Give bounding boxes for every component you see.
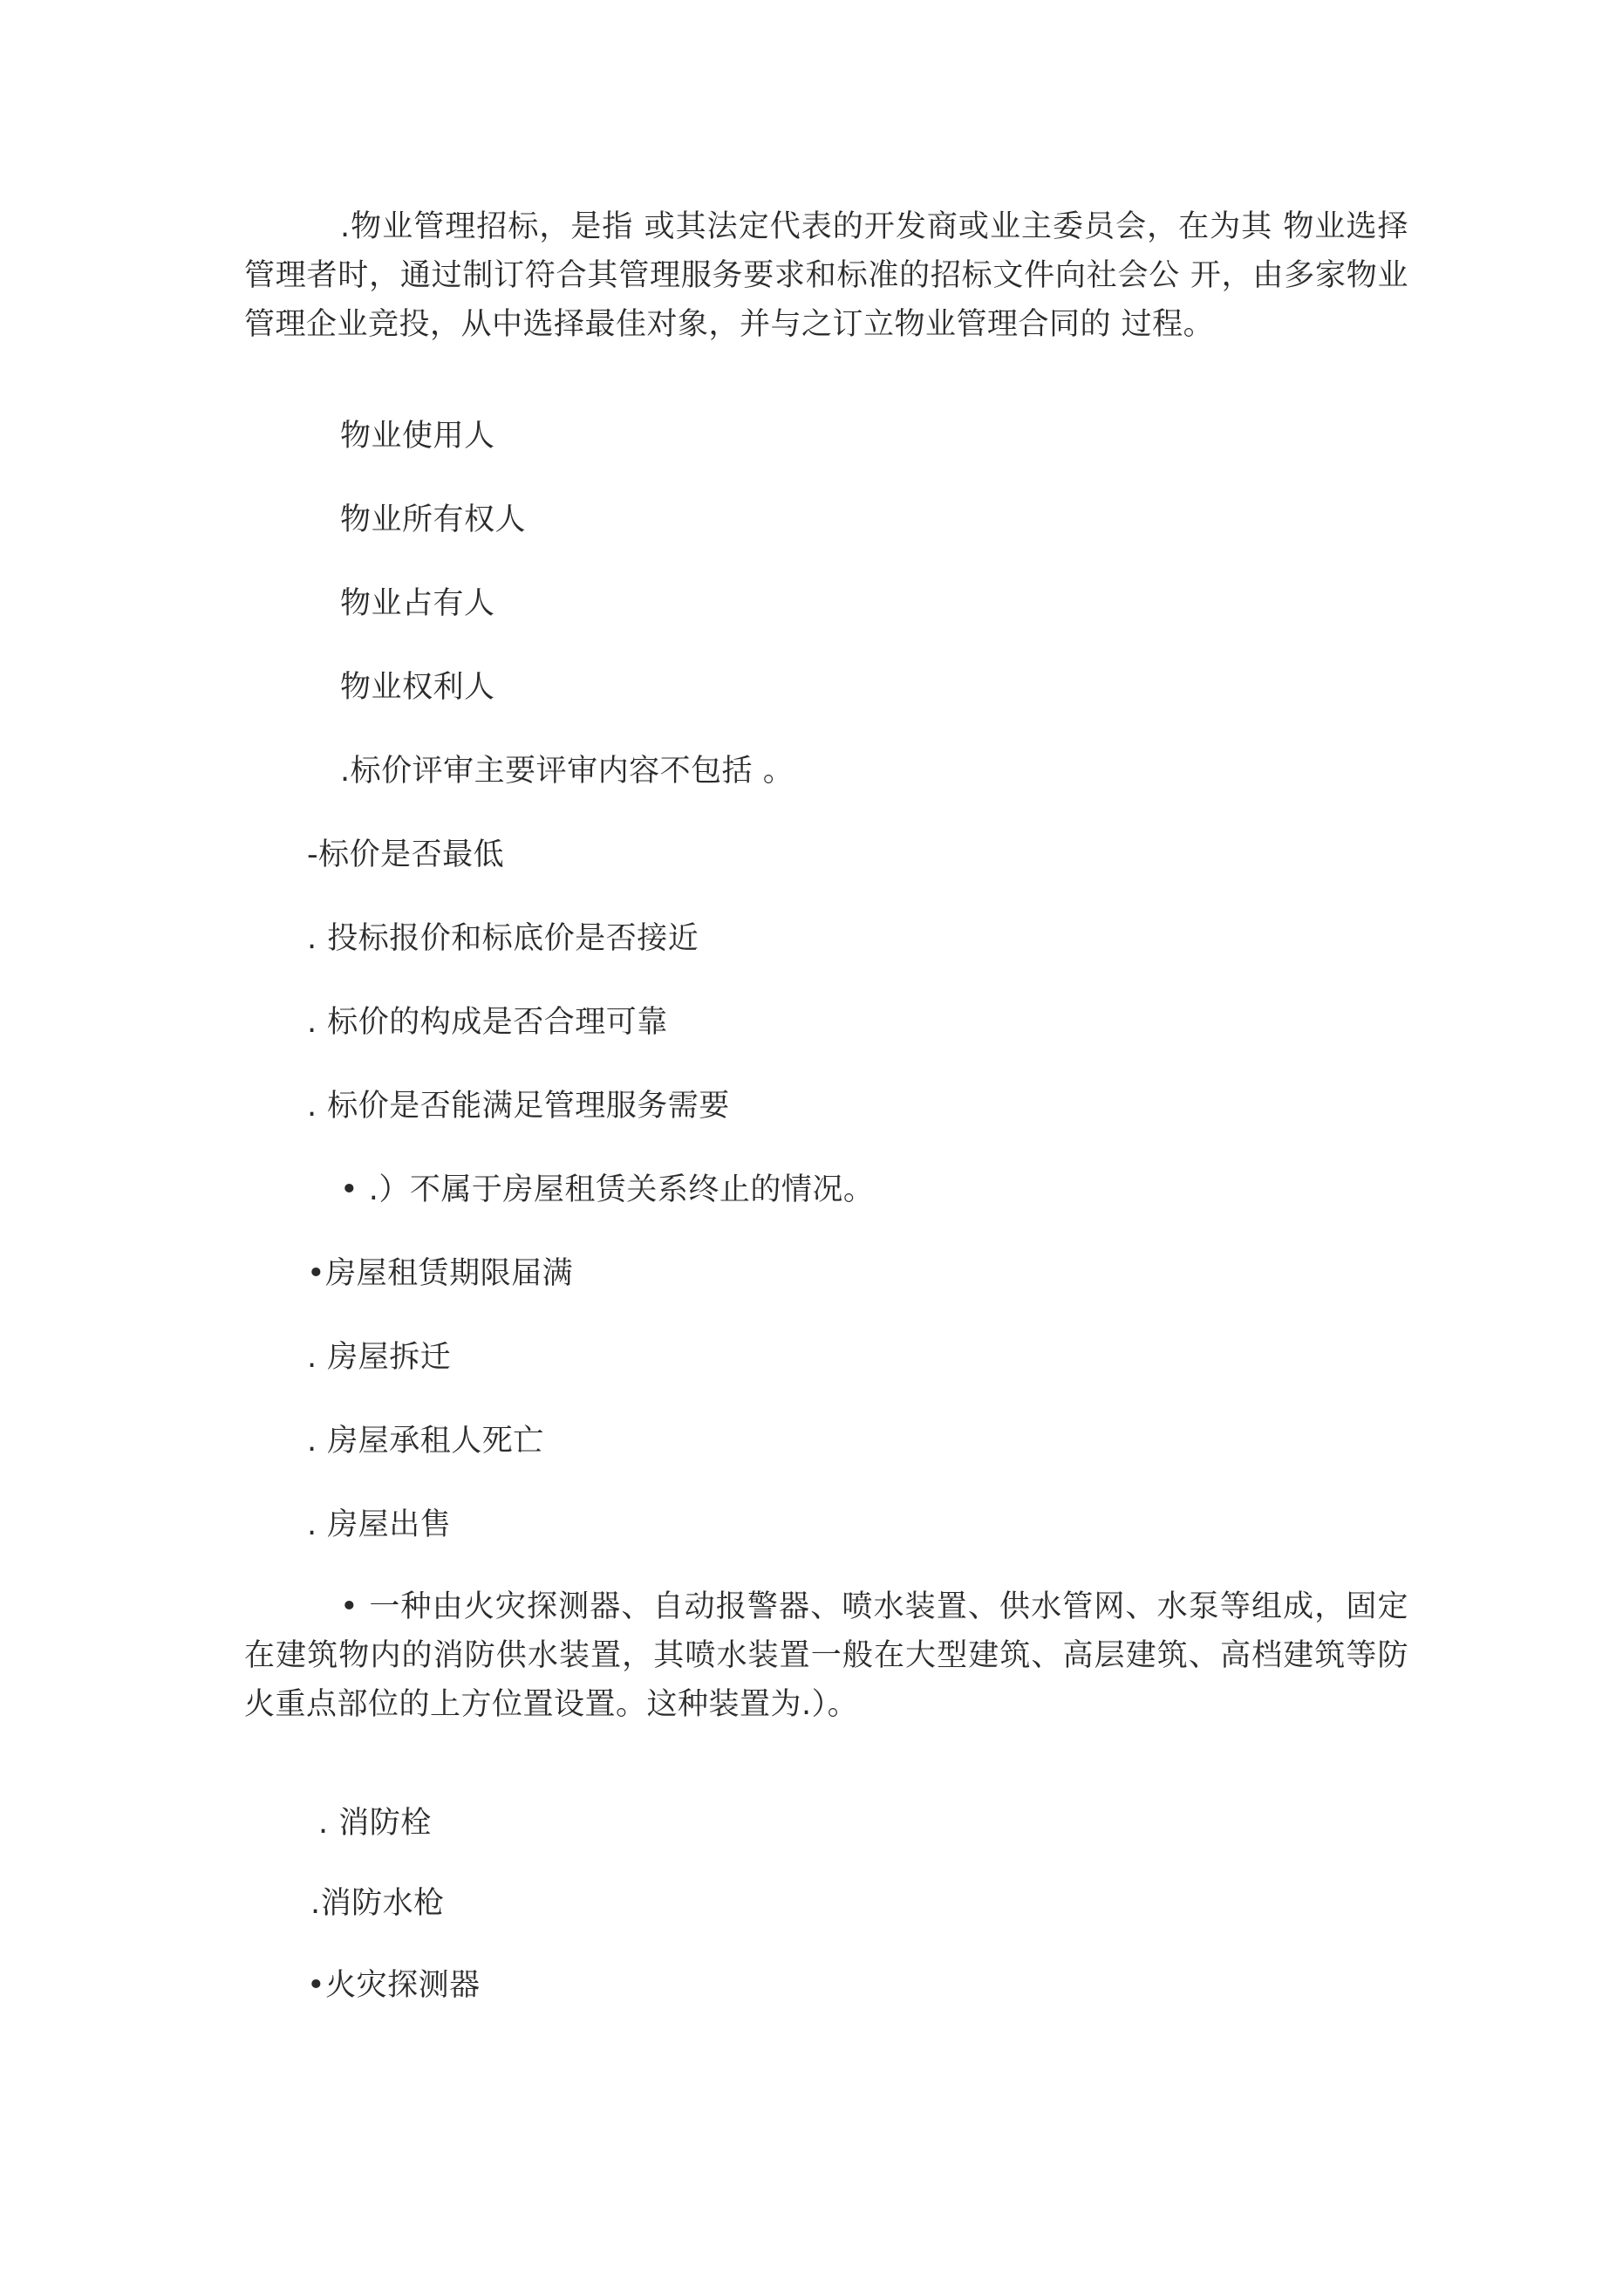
question-1-stem: .物业管理招标，是指 或其法定代表的开发商或业主委员会，在为其 物业选择管理者时，通过制订符合其管理服务要求和标准的招标文件向社会公 开，由多家物业管理企业竞投，从中选择最佳对象，并与之订立物业管理合同的 过程。 — [244, 209, 1408, 342]
question-3-option-3: . 房屋承租人死亡 — [307, 1424, 544, 1459]
question-2-stem: .标价评审主要评审内容不包括 。 — [340, 754, 794, 789]
question-3-option-2: . 房屋拆迁 — [307, 1340, 452, 1375]
question-3-option-4: . 房屋出售 — [307, 1507, 452, 1542]
question-1-option-2: 物业所有权人 — [340, 502, 527, 537]
question-4-option-2: .消防水枪 — [310, 1886, 445, 1921]
question-1-option-1: 物业使用人 — [340, 419, 495, 454]
question-2-option-1: -标价是否最低 — [307, 837, 505, 872]
question-2-option-4: . 标价是否能满足管理服务需要 — [307, 1089, 730, 1124]
question-2-option-3: . 标价的构成是否合理可靠 — [307, 1005, 668, 1040]
question-3-stem: • .）不属于房屋租赁关系终止的情况。 — [340, 1172, 875, 1207]
question-2-option-2: . 投标报价和标底价是否接近 — [307, 921, 699, 956]
question-4-stem: • 一种由火灾探测器、自动报警器、喷水装置、供水管网、水泵等组成，固定在建筑物内的消防供水装置，其喷水装置一般在大型建筑、高层建筑、高档建筑等防火重点部位的上方位置设置。这种装置为.）。 — [244, 1589, 1408, 1722]
question-4-option-3: •火灾探测器 — [307, 1968, 481, 2003]
question-1-option-4: 物业权利人 — [340, 670, 495, 705]
question-4-option-1: . 消防栓 — [318, 1806, 432, 1841]
question-1-option-3: 物业占有人 — [340, 586, 495, 621]
question-3-option-1: •房屋租赁期限届满 — [307, 1256, 574, 1291]
